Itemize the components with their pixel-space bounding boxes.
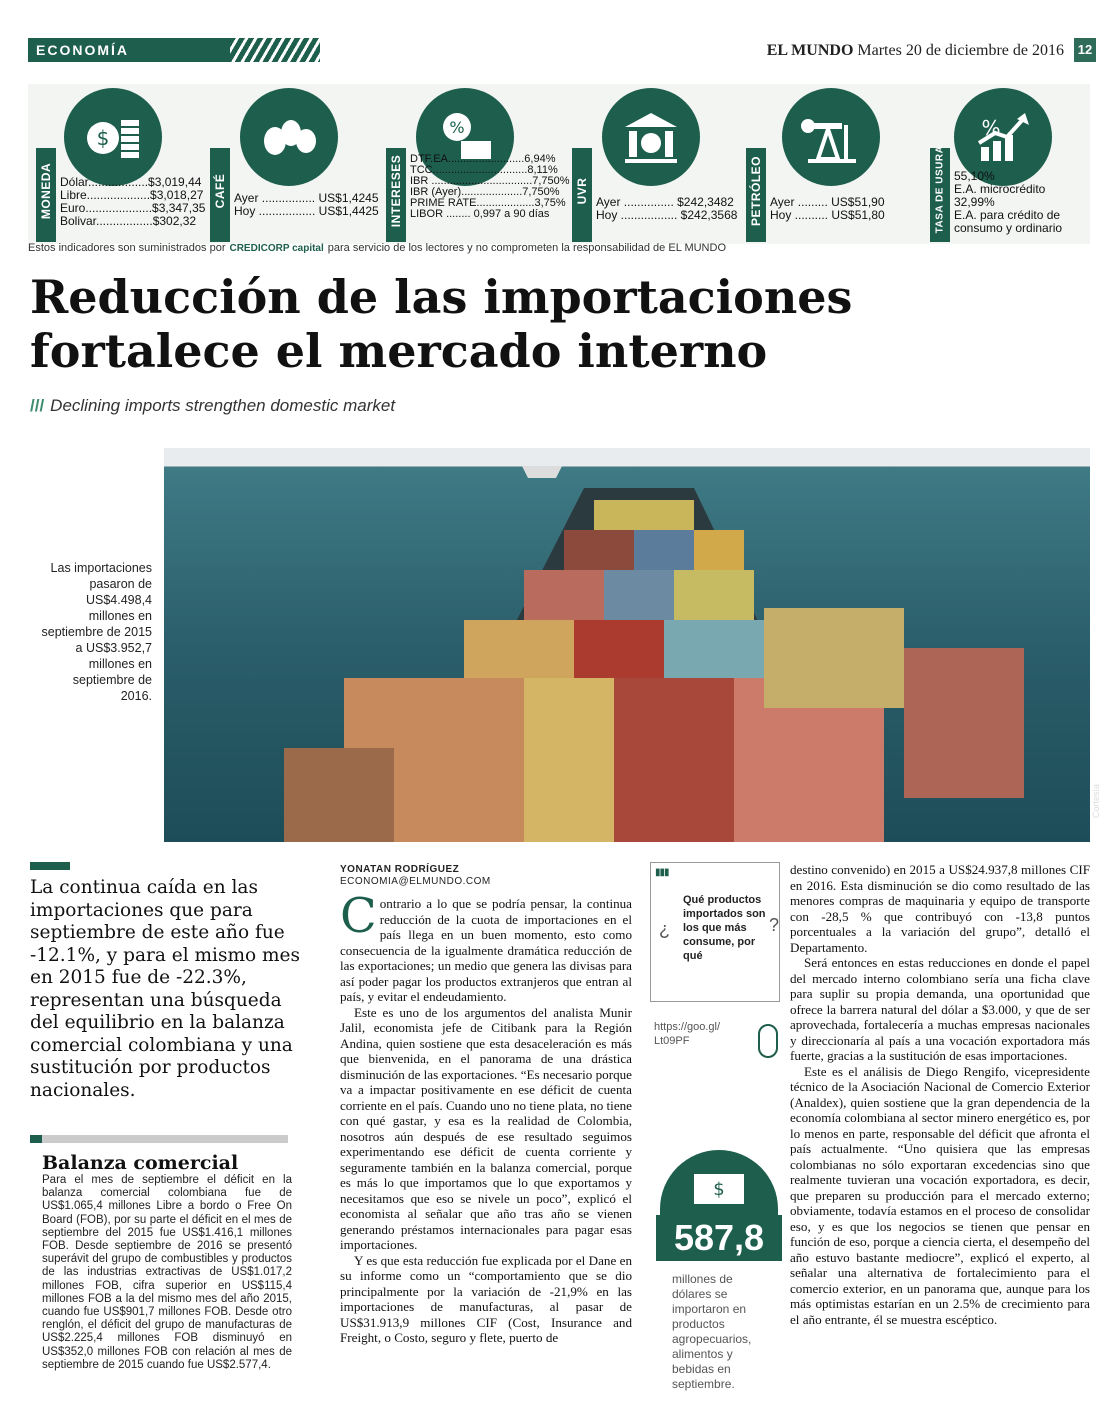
lead-accent-bar [30, 862, 70, 870]
bank-building-icon [602, 88, 700, 186]
stat-value: 587,8 [656, 1215, 782, 1261]
photo-credit: Cortesía [1091, 783, 1102, 819]
close-question-mark: ? [769, 915, 780, 935]
question-text: Qué productos importados son los que más consume, por qué [683, 894, 766, 962]
author-email: ECONOMIA@ELMUNDO.COM [340, 876, 491, 887]
question-box [650, 862, 780, 1002]
svg-text:$: $ [96, 126, 110, 150]
author-name: YONATAN RODRÍGUEZ [340, 864, 460, 875]
cargo-ship-photo [164, 448, 1090, 842]
paper-name: EL MUNDO [766, 42, 854, 59]
masthead [767, 42, 1064, 60]
indicator-tab: MONEDA [36, 148, 56, 242]
coins-dollar-icon [64, 88, 162, 186]
svg-text:%: % [981, 116, 1001, 140]
short-url[interactable]: https://goo.gl/ Lt09PF [654, 1021, 721, 1047]
mouse-icon [758, 1024, 778, 1058]
indicator-usura [930, 84, 1090, 244]
indicator-tab: CAFÉ [210, 148, 230, 242]
page-number: 12 [1074, 38, 1096, 62]
section-label: ECONOMÍA [36, 42, 129, 58]
indicator-uvr [572, 84, 748, 244]
containers-illustration [164, 448, 1090, 842]
usura-values: 55,10% E.A. microcrédito 32,99% E.A. para crédito de consumo y ordinario [954, 169, 1063, 235]
credicorp-logo: CREDICORP capital [229, 243, 324, 254]
section-stripes [230, 38, 320, 62]
indicator-tab: PETRÓLEO [746, 148, 766, 242]
article-subtitle: /// Declining imports strengthen domestic market [30, 396, 396, 415]
pencil-divider [30, 1135, 288, 1143]
bars-icon: ▮▮▮ [655, 867, 669, 878]
cafe-values: Ayer ................ US$1,4245 Hoy ................. US$1,4425 [234, 191, 379, 218]
intereses-values: DTF.EA.........................6,94% TCC...............................8,11% IBR .................................7,750% IBR (Ayer)....................7,750% PRIME RATE...................3,75% LIBOR ........ 0,997 a 90 días [410, 153, 570, 220]
indicator-petroleo [746, 84, 932, 244]
indicator-tab: UVR [572, 148, 592, 242]
article-lead: La continua caída en las importaciones que para septiembre de este año fue -12.1%, y para el mismo mes en 2015 fue de -22.3%, representan una búsqueda del equilibrio en la balanza comercial colombiana y una sustitución por productos nacionales. [30, 877, 300, 1101]
drop-cap: C [340, 888, 377, 944]
svg-text:%: % [449, 118, 465, 137]
open-question-mark: ¿ [659, 919, 670, 939]
issue-date: Martes 20 de diciembre de 2016 [857, 42, 1064, 59]
indicators-disclaimer: Estos indicadores son suministrados por CREDICORP capital para servicio de los lectores y no comprometen la responsabilidad de EL MUNDO [28, 242, 727, 254]
indicator-intereses [386, 84, 576, 244]
moneda-values: Dólar..................$3,019,44 Libre...................$3,018,27 Euro....................$3,347,35 Bolivar.................$302,32 [60, 175, 206, 228]
indicators-strip [28, 84, 1090, 244]
oil-pump-icon [782, 88, 880, 186]
petroleo-values: Ayer ......... US$51,90 Hoy .......... US$51,80 [770, 195, 885, 222]
svg-text:$: $ [713, 1179, 725, 1200]
indicator-tab: TASA DE USURA [930, 148, 950, 242]
box-title: Balanza comercial [42, 1152, 239, 1174]
article-column-2: destino convenido) en 2015 a US$24.937,8 millones CIF en 2016. Esta disminución se dio como resultado de las menores compras de maquinaria y equipo de transporte con -28,5 % que contribuyó con -13,8 puntos porcentuales a la variación del grupo”, detalló el Departamento. Será entonces en estas reducciones en donde el papel del mercado interno colombiano sería una ficha clave para suplir su propia demanda, una oportunidad que ofrece la barrera natural del dólar a $3.000, y que de ser aprovechada, fortalecería a muchas empresas nacionales y direccionaría al país a una vocación exportadora más fuerte, gracias a la sustitución de esas importaciones. Este es el análisis de Diego Rengifo, vicepresidente técnico de la Asociación Nacional de Comercio Exterior (Analdex), quien sostiene que la gran dependencia de la economía colombiana al sector minero energético es, por lo menos en parte, responsable del déficit que afronta el país actualmente. “Uno quisiera que las empresas colombianas no sólo exportaran excedencias sino que realmente tuvieran una vocación exportadora, es decir, que preparen su producción para el mercado externo; obviamente, todavía estamos en el proceso de consolidar eso, y es que los negocios se tienen que pensar en función de eso, porque a ciencia cierta, el desempeño del año estuvo bastante mediocre”, explicó el experto, al señalar una alternativa de fortalecimiento para el comercio exterior, en un panorama que, aunque para los más optimistas estarían en un 2.5% de crecimiento para el año entrante, él se muestra escéptico. [790, 862, 1090, 1327]
indicator-cafe [210, 84, 388, 244]
stat-description: millones de dólares se importaron en productos agropecuarios, alimentos y bebidas en septiembre. [672, 1272, 752, 1391]
indicator-tab: INTERESES [386, 148, 406, 242]
article-column-1: Contrario a lo que se podría pensar, la continua reducción de la cuota de importaciones en el país llega en un buen momento, esto como consecuencia de la igualmente dramática reducción de las exportaciones; un medio que genera las divisas para así poder pagar los productos extranjeros que entran al país, y evitar el endeudamiento. Este es uno de los argumentos del analista Munir Jalil, economista jefe de Citibank para la Región Andina, quien sostiene que esta desaceleración es más que bienvenida, en el panorama de una drástica disminución de las exportaciones. “Es necesario porque va a impactar positivamente en ese déficit de cuenta corriente en el país. Cuando uno no tiene plata, no tiene con qué gastar, y esa es la realidad de Colombia, nosotros aún después de ese resultado seguimos experimentando ese déficit de cuenta corriente y seguramente también en la balanza comercial, porque es más lo que importamos que lo que exportamos y necesitamos que eso se nivele un poco”, explicó el economista al señalar que año tras año se vienen generando préstamos internacionales para pagar esas importaciones. Y es que esta reducción fue explicada por el Dane en su informe como un “comportamiento que se dio principalmente por la variación de -21,9% en las importaciones de manufacturas, al pasar de US$31.913,9 millones CIF (Cost, Insurance and Freight, o Costo, seguro y flete, puerto de [340, 888, 632, 1345]
indicator-moneda [36, 84, 211, 244]
photo-caption: Las importaciones pasaron de US$4.498,4 millones en septiembre de 2015 a US$3.952,7 millones en septiembre de 2016. [41, 561, 152, 703]
section-bar [28, 38, 320, 62]
coffee-beans-icon [240, 88, 338, 186]
uvr-values: Ayer ............... $242,3482 Hoy ................. $242,3568 [596, 195, 738, 222]
article-headline: Reducción de las importaciones fortalece el mercado interno [30, 270, 853, 378]
box-text: Para el mes de septiembre el déficit en la balanza comercial colombiana fue de US$1.065,4 millones Libre a bordo o Free On Board (FOB), por su parte el déficit en el mes de septiembre del 2015 fue US$1.416,1 millones FOB. Desde septiembre de 2016 se presentó superávit del grupo de combustibles y productos de las industrias extractivas de US$1.017,2 millones FOB, cifra superior en US$115,4 millones FOB a la del mismo mes del año 2015, cuando fue US$901,7 millones FOB. Desde otro renglón, el déficit del grupo de manufacturas de US$2.225,4 millones FOB disminuyó en US$352,0 millones FOB con relación al mes de septiembre de 2015 cuando fue US$2.577,4. [42, 1174, 292, 1371]
